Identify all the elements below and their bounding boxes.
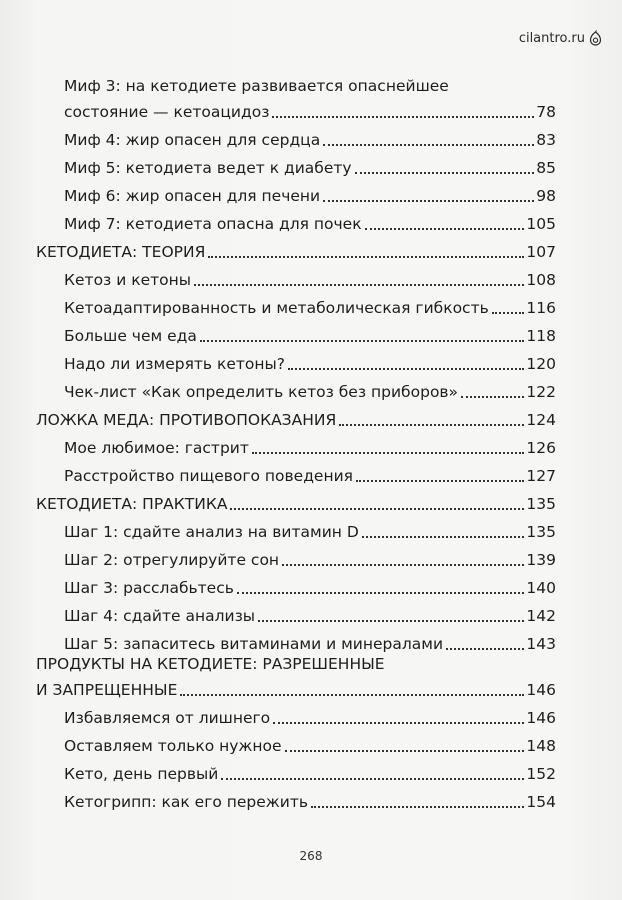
- toc-subentry: [36, 458, 556, 486]
- dot-leader: [311, 806, 524, 808]
- toc-page-number: 85: [536, 159, 556, 177]
- dot-leader: [362, 536, 525, 538]
- toc-subentry: [36, 784, 556, 812]
- toc-subentry: [36, 700, 556, 728]
- toc-page-number: 146: [526, 681, 556, 699]
- toc-page-number: 126: [526, 439, 556, 457]
- toc-page-number: 135: [526, 523, 556, 541]
- toc-page-number: 148: [526, 737, 556, 755]
- table-of-contents: [36, 76, 556, 812]
- dot-leader: [446, 648, 524, 650]
- toc-entry-line: Миф 3: на кетодиете развивается опаснейшее: [64, 77, 449, 95]
- toc-page-number: 105: [526, 215, 556, 233]
- toc-page-number: 140: [526, 579, 556, 597]
- toc-entry-title: Оставляем только нужное: [64, 737, 282, 755]
- toc-entry-title: Шаг 2: отрегулируйте сон: [64, 551, 280, 569]
- toc-subentry: [36, 542, 556, 570]
- toc-entry-title: Шаг 3: расслабьтесь: [64, 579, 234, 597]
- dot-leader: [180, 694, 524, 696]
- toc-subentry: [36, 346, 556, 374]
- dot-leader: [288, 368, 524, 370]
- dot-leader: [282, 564, 524, 566]
- toc-entry-title: состояние — кетоацидоз: [64, 103, 270, 121]
- toc-section: [36, 234, 556, 262]
- toc-entry-title: Избавляемся от лишнего: [64, 709, 271, 727]
- toc-subentry: [36, 514, 556, 542]
- toc-entry-title: Расстройство пищевого поведения: [64, 467, 353, 485]
- dot-leader: [285, 750, 525, 752]
- dot-leader: [492, 312, 525, 314]
- toc-entry-line: ПРОДУКТЫ НА КЕТОДИЕТЕ: РАЗРЕШЕННЫЕ: [36, 655, 385, 673]
- toc-page-number: 118: [526, 327, 556, 345]
- toc-entry-title: КЕТОДИЕТА: ПРАКТИКА: [36, 495, 228, 513]
- site-header: [519, 30, 602, 46]
- page-number: 268: [299, 849, 323, 863]
- toc-entry-title: Мое любимое: гастрит: [64, 439, 249, 457]
- toc-subentry: [36, 318, 556, 346]
- toc-subentry: [36, 290, 556, 318]
- dot-leader: [258, 620, 524, 622]
- toc-section: [36, 674, 556, 700]
- toc-subentry: [36, 570, 556, 598]
- toc-subentry: [36, 262, 556, 290]
- toc-subentry: [36, 626, 556, 654]
- toc-entry-title: Миф 5: кетодиета ведет к диабету: [64, 159, 352, 177]
- toc-page-number: 107: [526, 243, 556, 261]
- toc-entry-title: Надо ли измерять кетоны?: [64, 355, 285, 373]
- toc-entry-title: Миф 4: жир опасен для сердца: [64, 131, 321, 149]
- toc-section: [36, 486, 556, 514]
- toc-subentry: [36, 430, 556, 458]
- toc-page-number: 154: [526, 793, 556, 811]
- toc-subentry: [36, 122, 556, 150]
- dot-leader: [230, 508, 524, 510]
- toc-page-number: 108: [526, 271, 556, 289]
- toc-entry-title: Шаг 1: сдайте анализ на витамин D: [64, 523, 359, 541]
- dot-leader: [355, 172, 535, 174]
- dot-leader: [339, 424, 524, 426]
- toc-page-number: 120: [526, 355, 556, 373]
- dot-leader: [252, 452, 525, 454]
- dot-leader: [200, 340, 525, 342]
- toc-page-number: 116: [526, 299, 556, 317]
- toc-entry-title: ЛОЖКА МЕДА: ПРОТИВОПОКАЗАНИЯ: [36, 411, 337, 429]
- toc-subentry: [36, 96, 556, 122]
- dot-leader: [356, 480, 524, 482]
- dot-leader: [221, 778, 524, 780]
- dot-leader: [194, 284, 524, 286]
- site-name: cilantro.ru: [518, 30, 585, 46]
- toc-page-number: 78: [536, 103, 556, 121]
- dot-leader: [272, 116, 534, 118]
- toc-entry-title: Кетогрипп: как его пережить: [64, 793, 309, 811]
- dot-leader: [273, 722, 524, 724]
- toc-entry-title: КЕТОДИЕТА: ТЕОРИЯ: [36, 243, 206, 261]
- toc-section: [36, 402, 556, 430]
- dot-leader: [208, 256, 524, 258]
- toc-subentry: [36, 756, 556, 784]
- toc-page-number: 152: [526, 765, 556, 783]
- toc-entry-title: Кетоадаптированность и метаболическая гибкость: [64, 299, 489, 317]
- toc-page-number: 127: [526, 467, 556, 485]
- cilantro-logo-icon: [589, 30, 602, 46]
- toc-page-number: 139: [526, 551, 556, 569]
- toc-subentry: [36, 374, 556, 402]
- toc-subentry: [36, 206, 556, 234]
- toc-page-number: 122: [526, 383, 556, 401]
- toc-entry-title: Миф 7: кетодиета опасна для почек: [64, 215, 362, 233]
- dot-leader: [365, 228, 525, 230]
- toc-subentry: [36, 598, 556, 626]
- toc-subentry: [36, 150, 556, 178]
- dot-leader: [323, 200, 534, 202]
- toc-page-number: 83: [536, 131, 556, 149]
- toc-entry-title: Шаг 5: запаситесь витаминами и минералами: [64, 635, 444, 653]
- toc-entry-title: Кето, день первый: [64, 765, 219, 783]
- toc-entry-title: И ЗАПРЕЩЕННЫЕ: [36, 681, 178, 699]
- toc-page-number: 98: [536, 187, 556, 205]
- toc-entry-title: Больше чем еда: [64, 327, 197, 345]
- toc-entry-title: Шаг 4: сдайте анализы: [64, 607, 256, 625]
- toc-page-number: 142: [526, 607, 556, 625]
- toc-page-number: 146: [526, 709, 556, 727]
- toc-subentry: [36, 178, 556, 206]
- toc-page-number: 143: [526, 635, 556, 653]
- toc-subentry: [36, 728, 556, 756]
- dot-leader: [461, 396, 524, 398]
- toc-entry-title: Кетоз и кетоны: [64, 271, 192, 289]
- toc-entry-title: Миф 6: жир опасен для печени: [64, 187, 321, 205]
- toc-entry-title: Чек-лист «Как определить кетоз без приборов»: [64, 383, 459, 401]
- dot-leader: [323, 144, 534, 146]
- toc-page-number: 124: [526, 411, 556, 429]
- dot-leader: [237, 592, 525, 594]
- toc-page-number: 135: [526, 495, 556, 513]
